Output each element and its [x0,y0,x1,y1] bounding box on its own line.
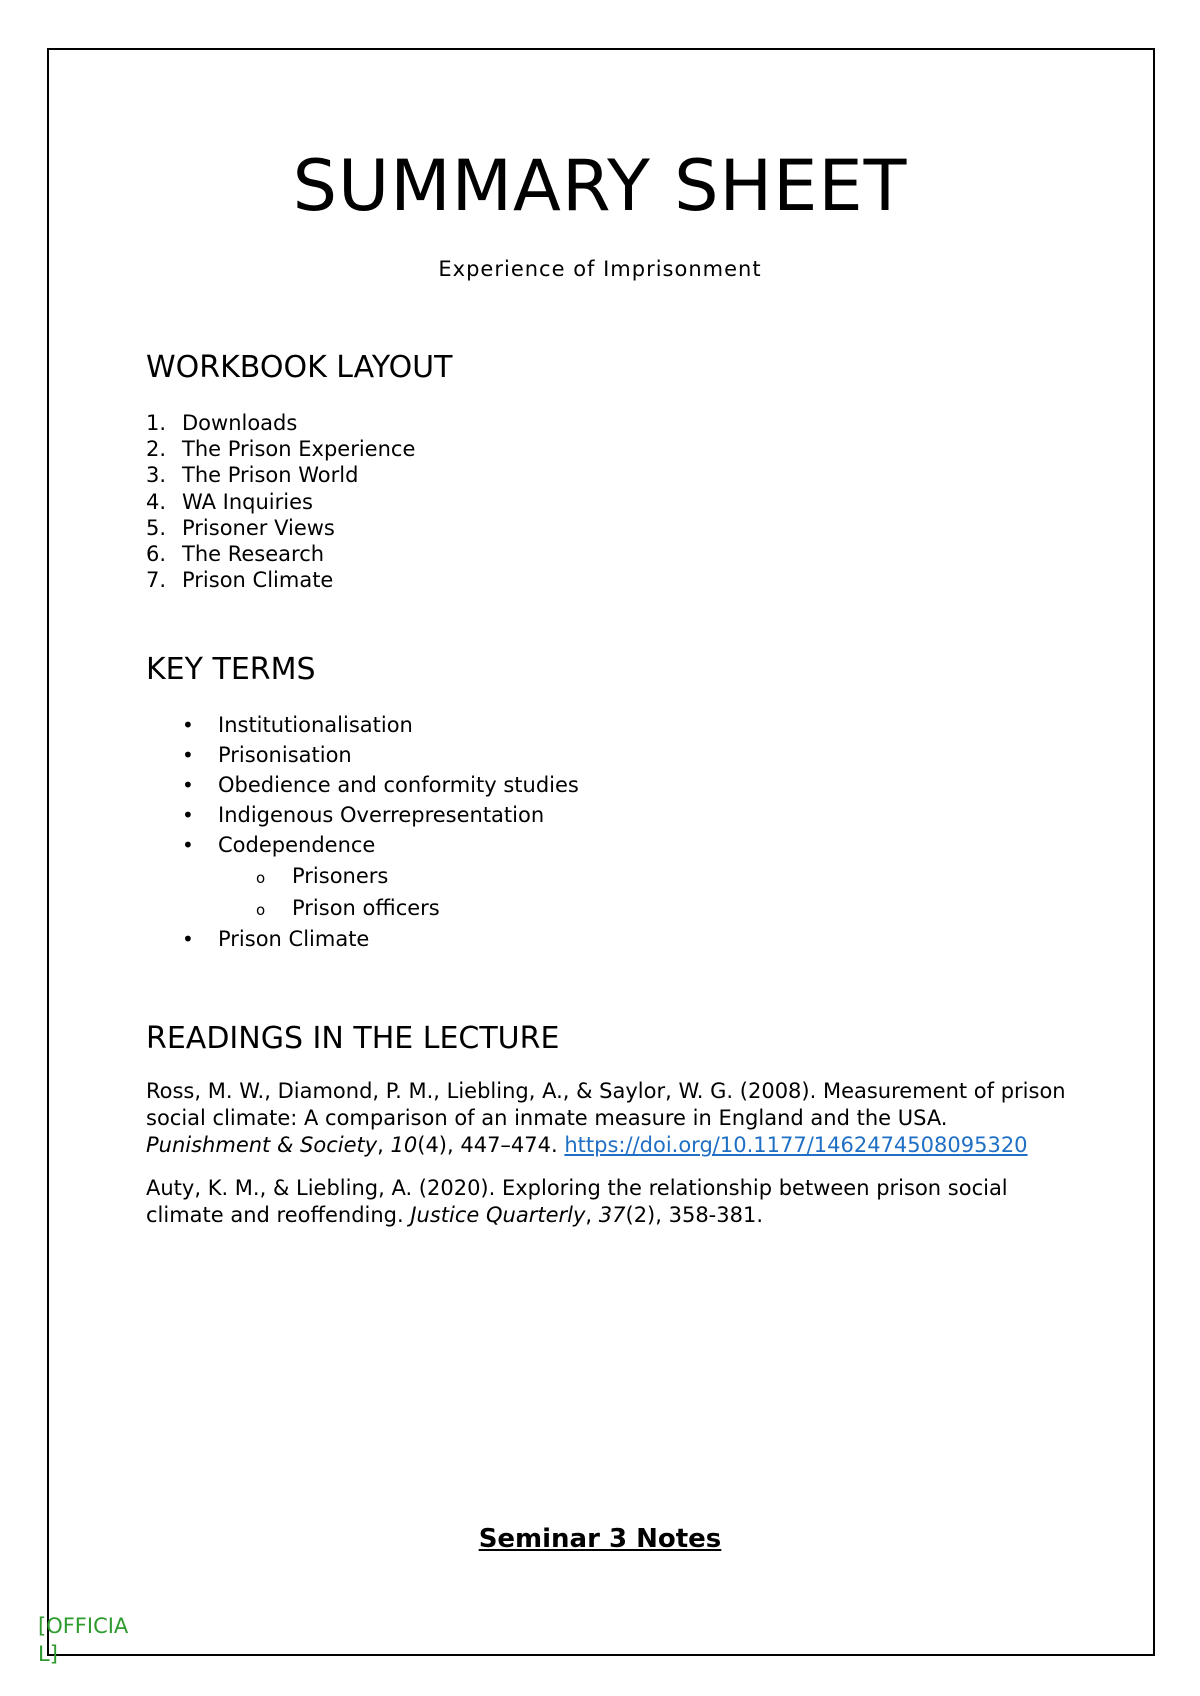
list-item-label: Prison officers [292,896,440,920]
list-item [146,770,579,800]
page-title: SUMMARY SHEET [292,145,908,227]
bullet-icon: • [182,833,194,857]
list-item-label: Indigenous Overrepresentation [218,803,545,827]
key-terms-heading: KEY TERMS [146,652,316,687]
list-item-label: Prisonisation [218,743,352,767]
readings-list [146,1078,1076,1245]
list-item [146,924,579,954]
bullet-icon: • [182,743,194,767]
list-item-label: Prisoners [292,864,389,888]
list-item [146,567,415,593]
list-item-label: WA Inquiries [182,489,313,514]
bullet-icon: • [182,803,194,827]
journal-title: Punishment & Society [146,1133,378,1157]
list-number: 5. [146,515,167,540]
reference-text: Auty, K. M., & Liebling, A. (2020). Exploring the relationship between prison social climate and reoffending. [146,1176,1008,1227]
reference-separator: , [585,1203,599,1227]
reference-pages: (2), 358-381. [625,1203,764,1227]
list-number: 6. [146,542,167,567]
list-item-label: Obedience and conformity studies [218,773,579,797]
bullet-icon: • [182,713,194,737]
list-item [146,710,579,740]
sub-bullet-icon: o [256,901,266,919]
list-number: 4. [146,489,167,514]
journal-title: Justice Quarterly [410,1203,586,1227]
reference-entry [146,1078,1076,1159]
list-item-label: Downloads [182,411,298,435]
list-item-label: Codependence [218,833,376,857]
sub-list-item [146,892,579,924]
list-item-label: Prison Climate [218,927,370,951]
list-number: 7. [146,568,167,593]
list-item [146,489,415,515]
journal-volume: 10 [390,1133,418,1157]
reference-text: Ross, M. W., Diamond, P. M., Liebling, A., & Saylor, W. G. (2008). Measurement of prison social climate: A comparison of an inmate measure in England and the USA. [146,1079,1066,1130]
reference-separator: , [377,1133,391,1157]
page-subtitle: Experience of Imprisonment [438,257,762,281]
seminar-heading: Seminar 3 Notes [478,1524,722,1554]
list-item [146,515,415,541]
list-item-label: The Prison Experience [182,437,416,462]
classification-label: [OFFICIAL] [38,1614,129,1666]
list-item [146,410,415,436]
list-item-label: The Research [182,542,325,567]
reference-entry [146,1175,1076,1229]
list-item [146,800,579,830]
bullet-icon: • [182,773,194,797]
sub-bullet-icon: o [256,869,266,887]
doi-link[interactable]: https://doi.org/10.1177/1462474508095320 [564,1133,1028,1157]
workbook-layout-heading: WORKBOOK LAYOUT [146,350,453,385]
list-item [146,436,415,462]
list-number: 1. [146,411,167,435]
list-item [146,462,415,488]
list-item-label: Prisoner Views [182,515,335,540]
list-item-label: Prison Climate [182,568,334,593]
bullet-icon: • [182,927,194,951]
sub-list-item [146,860,579,892]
list-item [146,830,579,860]
readings-heading: READINGS IN THE LECTURE [146,1021,560,1056]
workbook-layout-list [146,410,415,593]
journal-volume: 37 [598,1203,626,1227]
list-number: 3. [146,463,167,488]
list-item [146,740,579,770]
list-item-label: Institutionalisation [218,713,413,737]
reference-pages: (4), 447–474. [417,1133,565,1157]
list-item-label: The Prison World [182,463,359,488]
list-number: 2. [146,437,167,462]
key-terms-list [146,710,579,954]
list-item [146,541,415,567]
